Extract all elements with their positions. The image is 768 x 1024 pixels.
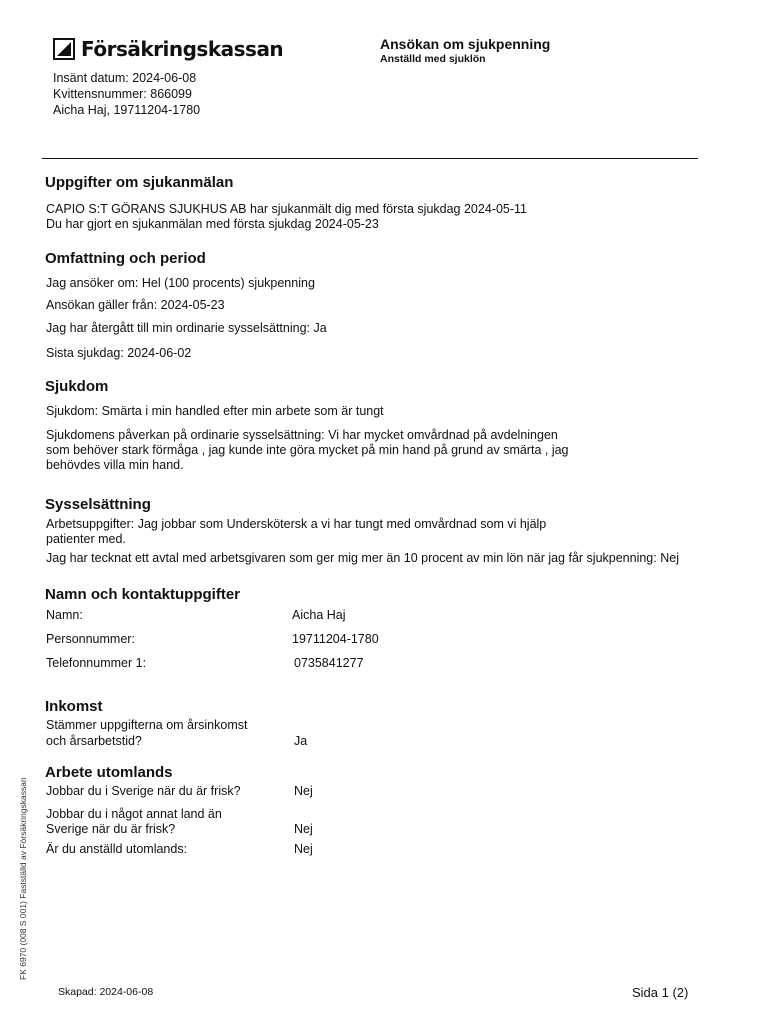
employment-line: patienter med.	[46, 532, 126, 546]
employment-line: Jag har tecknat ett avtal med arbetsgivaren som ger mig mer än 10 procent av min lön när jag får sjukpenning: Nej	[46, 551, 679, 565]
receipt-number: Kvittensnummer: 866099	[53, 87, 192, 101]
illness-line: Sjukdom: Smärta i min handled efter min arbete som är tungt	[46, 404, 384, 418]
sick-report-line: Du har gjort en sjukanmälan med första sjukdag 2024-05-23	[46, 217, 379, 231]
contact-value: Aicha Haj	[292, 608, 346, 622]
abroad-question: Jobbar du i något annat land än	[46, 807, 222, 821]
income-question: och årsarbetstid?	[46, 734, 142, 748]
applicant-line: Aicha Haj, 19711204-1780	[53, 103, 201, 117]
org-name: Försäkringskassan	[81, 37, 284, 61]
form-side-note: FK 6970 (008 S 001) Fastställd av Försäkringskassan	[18, 777, 28, 980]
document-title: Ansökan om sjukpenning	[380, 36, 551, 52]
illness-line: som behöver stark förmåga , jag kunde inte göra mycket på min hand på grund av smärta , jag	[46, 443, 569, 457]
page-number: Sida 1 (2)	[632, 985, 689, 1000]
section-heading-income: Inkomst	[45, 698, 103, 715]
income-question: Stämmer uppgifterna om årsinkomst	[46, 718, 248, 732]
sick-report-line: CAPIO S:T GÖRANS SJUKHUS AB har sjukanmält dig med första sjukdag 2024-05-11	[46, 202, 527, 216]
document-subtitle: Anställd med sjuklön	[380, 53, 486, 65]
contact-label: Personnummer:	[46, 632, 135, 646]
contact-label: Namn:	[46, 608, 83, 622]
contact-value: 0735841277	[294, 656, 364, 670]
income-answer: Ja	[294, 734, 308, 748]
section-heading-contact: Namn och kontaktuppgifter	[45, 586, 241, 603]
org-logo	[53, 37, 283, 61]
abroad-answer: Nej	[294, 784, 313, 798]
section-heading-illness: Sjukdom	[45, 378, 109, 395]
illness-line: behövdes villa min hand.	[46, 458, 184, 472]
submitted-date: Insänt datum: 2024-06-08	[53, 71, 197, 85]
illness-line: Sjukdomens påverkan på ordinarie sysselsättning: Vi har mycket omvårdnad på avdelningen	[46, 428, 558, 442]
scope-line: Jag ansöker om: Hel (100 procents) sjukpenning	[46, 276, 315, 290]
contact-label: Telefonnummer 1:	[46, 656, 147, 670]
section-heading-abroad: Arbete utomlands	[45, 764, 173, 781]
scope-line: Sista sjukdag: 2024-06-02	[46, 346, 192, 360]
abroad-question: Jobbar du i Sverige när du är frisk?	[46, 784, 241, 798]
section-heading-scope: Omfattning och period	[45, 250, 206, 267]
scope-line: Jag har återgått till min ordinarie sysselsättning: Ja	[46, 321, 327, 335]
abroad-answer: Nej	[294, 822, 313, 836]
created-date: Skapad: 2024-06-08	[58, 986, 154, 998]
header-divider	[42, 158, 698, 159]
logo-icon	[53, 38, 75, 60]
employment-line: Arbetsuppgifter: Jag jobbar som Underskötersk a vi har tungt med omvårdnad som vi hjälp	[46, 517, 547, 531]
scope-line: Ansökan gäller från: 2024-05-23	[46, 298, 225, 312]
section-heading-sick-report: Uppgifter om sjukanmälan	[45, 174, 234, 191]
abroad-question: Sverige när du är frisk?	[46, 822, 176, 836]
section-heading-employment: Sysselsättning	[45, 496, 151, 513]
abroad-answer: Nej	[294, 842, 313, 856]
contact-value: 19711204-1780	[292, 632, 379, 646]
abroad-question: Är du anställd utomlands:	[46, 842, 188, 856]
